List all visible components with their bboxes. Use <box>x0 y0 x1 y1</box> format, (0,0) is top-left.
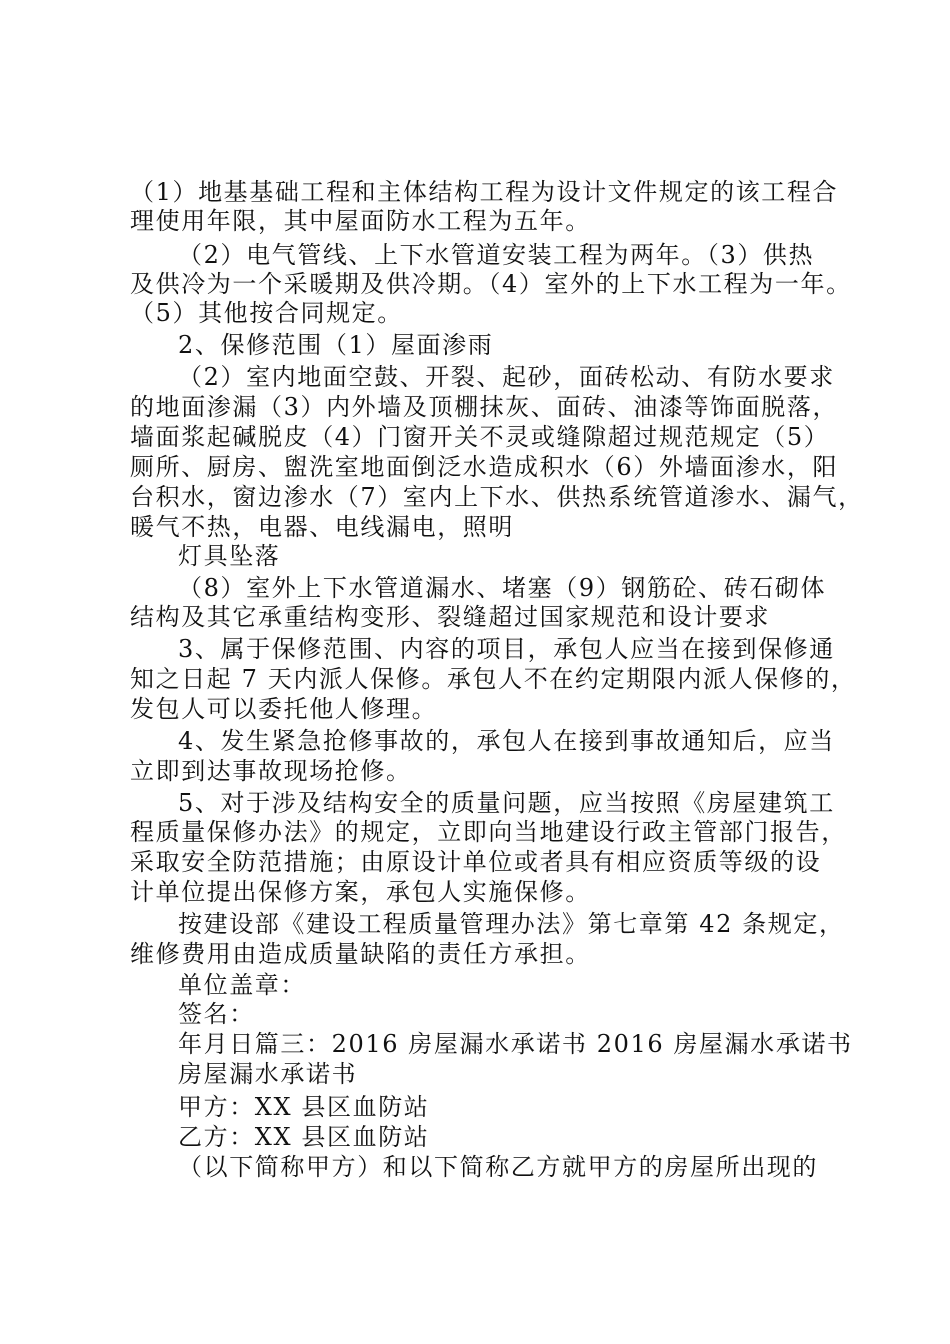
text-line: （8）室外上下水管道漏水、堵塞（9）钢筋砼、砖石砌体 <box>178 574 827 602</box>
text-line: 的地面渗漏（3）内外墙及顶棚抹灰、面砖、油漆等饰面脱落， <box>130 393 839 421</box>
text-line: （5）其他按合同规定。 <box>130 299 403 327</box>
text-line: （以下简称甲方）和以下简称乙方就甲方的房屋所出现的 <box>178 1153 818 1181</box>
text-line: 维修费用由造成质量缺陷的责任方承担。 <box>130 940 591 968</box>
text-line: 暖气不热，电器、电线漏电，照明 <box>130 513 514 541</box>
text-line: 年月日篇三：2016 房屋漏水承诺书 2016 房屋漏水承诺书 <box>178 1030 853 1058</box>
text-line: 结构及其它承重结构变形、裂缝超过国家规范和设计要求 <box>130 603 770 631</box>
text-line: 灯具坠落 <box>178 542 281 570</box>
text-line: 单位盖章： <box>178 971 306 999</box>
text-line: 甲方：XX 县区血防站 <box>178 1093 430 1121</box>
text-line: 及供冷为一个采暖期及供冷期。（4）室外的上下水工程为一年。 <box>130 270 852 298</box>
text-line: 3、属于保修范围、内容的项目，承包人应当在接到保修通 <box>178 635 835 663</box>
text-line: 立即到达事故现场抢修。 <box>130 757 412 785</box>
text-line: （1）地基基础工程和主体结构工程为设计文件规定的该工程合 <box>130 178 839 206</box>
text-line: 2、保修范围（1）屋面渗雨 <box>178 331 494 359</box>
text-line: 程质量保修办法》的规定，立即向当地建设行政主管部门报告， <box>130 818 847 846</box>
text-line: （2）电气管线、上下水管道安装工程为两年。（3）供热 <box>178 241 815 269</box>
text-line: 厕所、厨房、盥洗室地面倒泛水造成积水（6）外墙面渗水，阳 <box>130 453 839 481</box>
text-line: 墙面浆起碱脱皮（4）门窗开关不灵或缝隙超过规范规定（5） <box>130 423 830 451</box>
text-line: 台积水，窗边渗水（7）室内上下水、供热系统管道渗水、漏气， <box>130 483 864 511</box>
text-line: 房屋漏水承诺书 <box>178 1060 358 1088</box>
text-line: 知之日起 7 天内派人保修。承包人不在约定期限内派人保修的， <box>130 665 857 693</box>
text-line: 签名： <box>178 1000 255 1028</box>
text-line: 发包人可以委托他人修理。 <box>130 695 438 723</box>
text-line: （2）室内地面空鼓、开裂、起砂，面砖松动、有防水要求 <box>178 363 835 391</box>
text-line: 乙方：XX 县区血防站 <box>178 1123 430 1151</box>
text-line: 4、发生紧急抢修事故的，承包人在接到事故通知后，应当 <box>178 727 835 755</box>
text-line: 采取安全防范措施；由原设计单位或者具有相应资质等级的设 <box>130 848 822 876</box>
text-line: 计单位提出保修方案，承包人实施保修。 <box>130 878 591 906</box>
text-line: 理使用年限，其中屋面防水工程为五年。 <box>130 207 591 235</box>
text-line: 5、对于涉及结构安全的质量问题，应当按照《房屋建筑工 <box>178 789 835 817</box>
text-line: 按建设部《建设工程质量管理办法》第七章第 42 条规定， <box>178 910 845 938</box>
